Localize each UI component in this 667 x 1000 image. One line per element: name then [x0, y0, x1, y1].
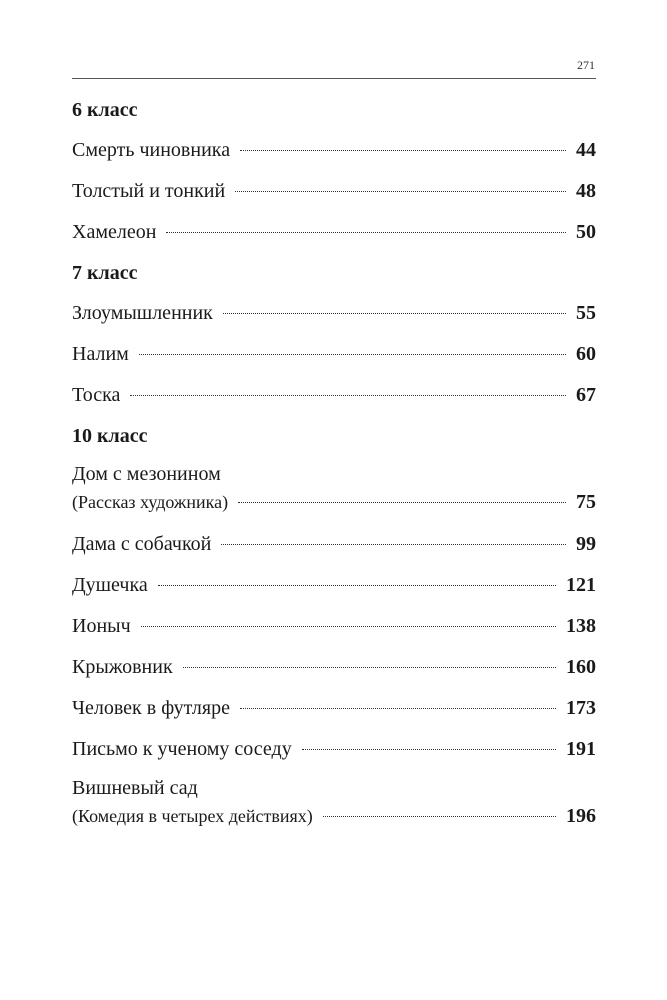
- entry-title: Смерть чиновника: [72, 139, 231, 161]
- dot-leader: [323, 816, 556, 817]
- entry-title: Налим: [72, 343, 129, 365]
- entry-page: 44: [576, 139, 596, 161]
- entry-title: Злоумышленник: [72, 302, 213, 324]
- dot-leader: [139, 354, 566, 355]
- dot-leader: [238, 502, 566, 503]
- dot-leader: [183, 667, 556, 668]
- entry-subtitle: (Комедия в четырех действиях): [72, 806, 313, 826]
- entry-page: 75: [576, 491, 596, 513]
- entry-page: 60: [576, 343, 596, 365]
- dot-leader: [240, 150, 566, 151]
- toc-entry: [72, 217, 596, 258]
- dot-leader: [158, 585, 556, 586]
- dot-leader: [240, 708, 556, 709]
- entry-page: 50: [576, 221, 596, 243]
- entry-title: Дама с собачкой: [72, 533, 212, 555]
- entry-title: Вишневый сад: [72, 777, 198, 799]
- entry-title: Душечка: [72, 574, 148, 596]
- entry-page: 173: [566, 697, 596, 719]
- dot-leader: [130, 395, 566, 396]
- section-heading: 7 класс: [72, 262, 138, 284]
- section-heading: 10 класс: [72, 425, 148, 447]
- toc-entry: [72, 339, 596, 380]
- entry-title: Толстый и тонкий: [72, 180, 226, 202]
- entry-subtitle: (Рассказ художника): [72, 492, 229, 512]
- entry-title: Человек в футляре: [72, 697, 230, 719]
- entry-page: 55: [576, 302, 596, 324]
- toc-entry: [72, 775, 596, 843]
- toc-entry: [72, 298, 596, 339]
- toc-entry: [72, 135, 596, 176]
- toc-entry: [72, 611, 596, 652]
- entry-page: 48: [576, 180, 596, 202]
- entry-title: Письмо к ученому соседу: [72, 738, 292, 760]
- toc-entry: [72, 652, 596, 693]
- entry-title: Хамелеон: [72, 221, 157, 243]
- toc-entry: [72, 570, 596, 611]
- dot-leader: [223, 313, 566, 314]
- section-heading: 6 класс: [72, 99, 138, 121]
- entry-title: Тоска: [72, 384, 121, 406]
- entry-page: 191: [566, 738, 596, 760]
- toc-entry: [72, 176, 596, 217]
- toc-entry: [72, 734, 596, 775]
- entry-title: Ионыч: [72, 615, 131, 637]
- dot-leader: [235, 191, 566, 192]
- page-number: 271: [577, 58, 595, 72]
- toc-entry: [72, 529, 596, 570]
- entry-page: 196: [566, 805, 596, 827]
- entry-title: Дом с мезонином: [72, 463, 221, 485]
- toc-entry: [72, 461, 596, 529]
- dot-leader: [141, 626, 556, 627]
- entry-page: 138: [566, 615, 596, 637]
- table-of-contents: [72, 95, 596, 843]
- entry-page: 160: [566, 656, 596, 678]
- dot-leader: [302, 749, 556, 750]
- entry-page: 99: [576, 533, 596, 555]
- entry-page: 121: [566, 574, 596, 596]
- dot-leader: [166, 232, 566, 233]
- entry-title: Крыжовник: [72, 656, 173, 678]
- header-rule: [72, 78, 596, 79]
- entry-page: 67: [576, 384, 596, 406]
- toc-entry: [72, 380, 596, 421]
- toc-entry: [72, 693, 596, 734]
- dot-leader: [221, 544, 566, 545]
